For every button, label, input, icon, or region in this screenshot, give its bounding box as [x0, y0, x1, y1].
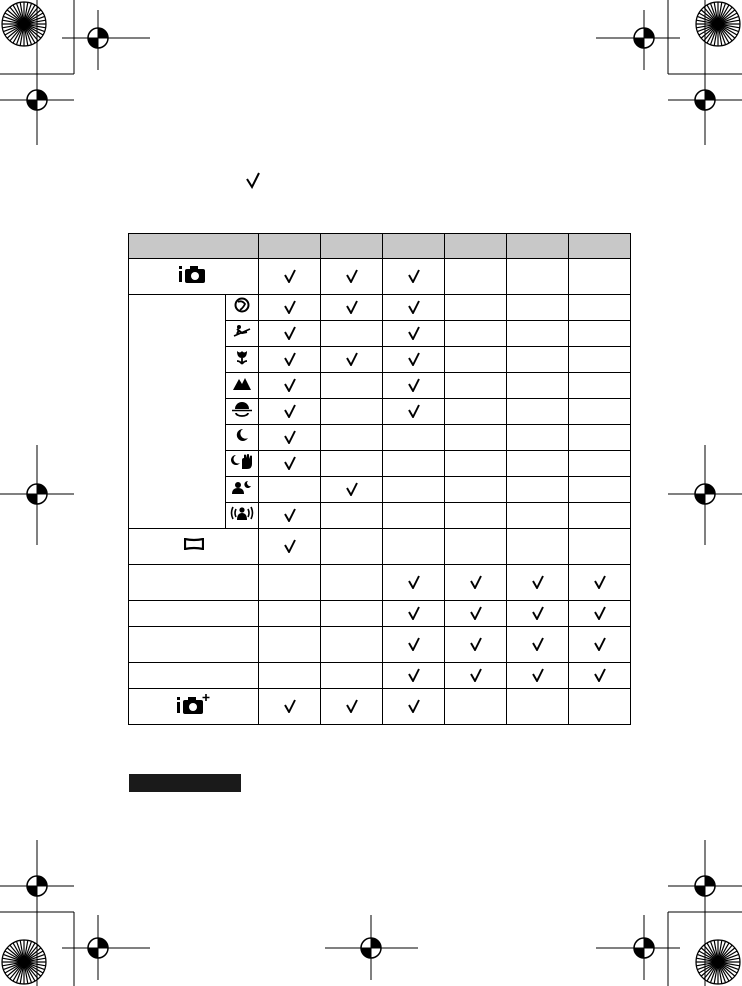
- value-cell: [445, 627, 507, 663]
- value-cell: [507, 689, 569, 725]
- value-cell: [445, 529, 507, 565]
- check-mark-icon: [407, 300, 421, 314]
- check-mark-icon: [407, 404, 421, 418]
- value-cell: [259, 565, 321, 601]
- value-cell: [445, 425, 507, 451]
- value-cell: [383, 529, 445, 565]
- header-cell: [129, 234, 259, 259]
- value-cell: [259, 451, 321, 477]
- check-mark-icon: [469, 668, 483, 682]
- value-cell: [383, 627, 445, 663]
- table-row: [129, 627, 631, 663]
- value-cell: [507, 259, 569, 295]
- header-cell: [507, 234, 569, 259]
- value-cell: [383, 663, 445, 689]
- value-cell: [259, 689, 321, 725]
- value-cell: [445, 399, 507, 425]
- check-mark-icon: [345, 269, 359, 283]
- value-cell: [507, 627, 569, 663]
- value-cell: [445, 477, 507, 503]
- value-cell: [321, 477, 383, 503]
- value-cell: [445, 503, 507, 529]
- value-cell: [383, 373, 445, 399]
- value-cell: [569, 295, 631, 321]
- check-mark-icon: [283, 699, 297, 713]
- check-mark-icon: [407, 606, 421, 620]
- check-mark-icon: [283, 430, 297, 444]
- check-mark-icon: [531, 575, 545, 589]
- value-cell: [507, 565, 569, 601]
- check-mark-icon: [531, 637, 545, 651]
- macro-flower-icon: [234, 349, 250, 370]
- check-mark-icon: [593, 575, 607, 589]
- compatibility-table: [128, 233, 631, 725]
- value-cell: [259, 627, 321, 663]
- value-cell: [569, 663, 631, 689]
- value-cell: [507, 373, 569, 399]
- table-row: [129, 259, 631, 295]
- value-cell: [507, 503, 569, 529]
- value-cell: [383, 689, 445, 725]
- value-cell: [445, 259, 507, 295]
- value-cell: [321, 347, 383, 373]
- value-cell: [569, 627, 631, 663]
- check-mark-icon: [345, 699, 359, 713]
- value-cell: [259, 347, 321, 373]
- value-cell: [259, 425, 321, 451]
- table-row: [129, 565, 631, 601]
- value-cell: [259, 373, 321, 399]
- check-mark-icon: [283, 326, 297, 340]
- value-cell: [569, 347, 631, 373]
- header-cell: [321, 234, 383, 259]
- value-cell: [569, 425, 631, 451]
- value-cell: [321, 601, 383, 627]
- value-cell: [321, 663, 383, 689]
- check-mark-icon: [283, 456, 297, 470]
- handheld-twilight-icon: [230, 453, 254, 474]
- value-cell: [445, 689, 507, 725]
- table-row: [129, 689, 631, 725]
- value-cell: [445, 347, 507, 373]
- header-cell: [383, 234, 445, 259]
- value-cell: [321, 425, 383, 451]
- superior-auto-camera-icon: [177, 694, 211, 719]
- check-mark-icon: [407, 637, 421, 651]
- value-cell: [569, 451, 631, 477]
- check-mark-icon: [593, 606, 607, 620]
- check-mark-icon: [345, 300, 359, 314]
- value-cell: [383, 601, 445, 627]
- value-cell: [259, 503, 321, 529]
- scene-icon-cell: [226, 373, 259, 399]
- check-mark-icon: [407, 575, 421, 589]
- sweep-panorama-icon: [184, 537, 204, 555]
- value-cell: [259, 321, 321, 347]
- value-cell: [507, 399, 569, 425]
- value-cell: [507, 663, 569, 689]
- check-mark-icon: [469, 637, 483, 651]
- mode-label-cell: [129, 259, 259, 295]
- mode-label-cell: [129, 689, 259, 725]
- check-mark-icon: [345, 352, 359, 366]
- scene-icon-cell: [226, 321, 259, 347]
- value-cell: [507, 295, 569, 321]
- header-cell: [569, 234, 631, 259]
- scene-icon-cell: [226, 399, 259, 425]
- value-cell: [569, 321, 631, 347]
- value-cell: [383, 503, 445, 529]
- header-cell: [259, 234, 321, 259]
- value-cell: [259, 663, 321, 689]
- value-cell: [321, 627, 383, 663]
- scene-icon-cell: [226, 295, 259, 321]
- value-cell: [445, 295, 507, 321]
- value-cell: [569, 477, 631, 503]
- check-mark-icon: [593, 637, 607, 651]
- check-mark-icon: [283, 539, 297, 553]
- mode-label-cell: [129, 663, 259, 689]
- value-cell: [259, 259, 321, 295]
- check-mark-icon: [283, 352, 297, 366]
- value-cell: [383, 425, 445, 451]
- value-cell: [383, 295, 445, 321]
- value-cell: [507, 529, 569, 565]
- table-row: [129, 601, 631, 627]
- mode-label-cell: [129, 627, 259, 663]
- value-cell: [445, 451, 507, 477]
- check-mark-icon: [283, 404, 297, 418]
- value-cell: [321, 565, 383, 601]
- mode-label-cell: [129, 529, 259, 565]
- value-cell: [507, 477, 569, 503]
- table-row: [129, 663, 631, 689]
- value-cell: [321, 503, 383, 529]
- check-mark-icon: [593, 668, 607, 682]
- value-cell: [259, 399, 321, 425]
- value-cell: [259, 295, 321, 321]
- check-mark-icon: [283, 300, 297, 314]
- scene-icon-cell: [226, 347, 259, 373]
- value-cell: [321, 295, 383, 321]
- header-cell: [445, 234, 507, 259]
- value-cell: [445, 663, 507, 689]
- check-mark-icon: [283, 378, 297, 392]
- value-cell: [321, 689, 383, 725]
- value-cell: [569, 373, 631, 399]
- value-cell: [383, 321, 445, 347]
- check-mark-icon: [531, 606, 545, 620]
- value-cell: [569, 601, 631, 627]
- soft-skin-icon: [234, 297, 250, 318]
- value-cell: [383, 451, 445, 477]
- sunset-icon: [232, 401, 252, 422]
- anti-motion-blur-icon: [228, 504, 256, 527]
- value-cell: [321, 451, 383, 477]
- value-cell: [445, 565, 507, 601]
- value-cell: [507, 601, 569, 627]
- landscape-icon: [233, 376, 251, 395]
- check-mark-icon: [531, 668, 545, 682]
- check-mark-icon: [469, 575, 483, 589]
- check-mark-icon: [407, 326, 421, 340]
- value-cell: [569, 259, 631, 295]
- value-cell: [321, 399, 383, 425]
- value-cell: [321, 529, 383, 565]
- soft-snap-icon: [233, 324, 251, 343]
- scene-icon-cell: [226, 477, 259, 503]
- value-cell: [507, 347, 569, 373]
- mode-label-cell: [129, 565, 259, 601]
- value-cell: [507, 321, 569, 347]
- value-cell: [569, 399, 631, 425]
- value-cell: [569, 689, 631, 725]
- value-cell: [569, 565, 631, 601]
- value-cell: [321, 259, 383, 295]
- value-cell: [321, 321, 383, 347]
- scene-icon-cell: [226, 503, 259, 529]
- mode-label-cell: [129, 601, 259, 627]
- check-mark-icon: [345, 482, 359, 496]
- intelligent-auto-camera-icon: [179, 265, 209, 288]
- value-cell: [569, 503, 631, 529]
- scene-group-cell: [129, 295, 226, 529]
- value-cell: [383, 259, 445, 295]
- value-cell: [383, 565, 445, 601]
- value-cell: [259, 601, 321, 627]
- check-mark-icon: [407, 269, 421, 283]
- value-cell: [259, 477, 321, 503]
- value-cell: [321, 373, 383, 399]
- table-row: [129, 529, 631, 565]
- scene-icon-cell: [226, 451, 259, 477]
- check-mark-icon: [283, 508, 297, 522]
- check-mark-icon: [407, 668, 421, 682]
- check-mark-icon: [283, 269, 297, 283]
- value-cell: [507, 451, 569, 477]
- value-cell: [259, 529, 321, 565]
- check-mark-icon: [407, 378, 421, 392]
- table-row: [129, 295, 631, 321]
- table-header-row: [129, 234, 631, 259]
- value-cell: [383, 399, 445, 425]
- value-cell: [507, 425, 569, 451]
- note-heading-bar: [129, 774, 241, 792]
- check-mark-icon: [407, 699, 421, 713]
- check-mark-icon: [469, 606, 483, 620]
- value-cell: [445, 601, 507, 627]
- value-cell: [445, 373, 507, 399]
- value-cell: [569, 529, 631, 565]
- check-mark-icon: [244, 171, 262, 189]
- check-mark-icon: [407, 352, 421, 366]
- night-scene-icon: [235, 428, 249, 447]
- value-cell: [383, 347, 445, 373]
- value-cell: [445, 321, 507, 347]
- night-portrait-icon: [232, 480, 252, 499]
- scene-icon-cell: [226, 425, 259, 451]
- value-cell: [383, 477, 445, 503]
